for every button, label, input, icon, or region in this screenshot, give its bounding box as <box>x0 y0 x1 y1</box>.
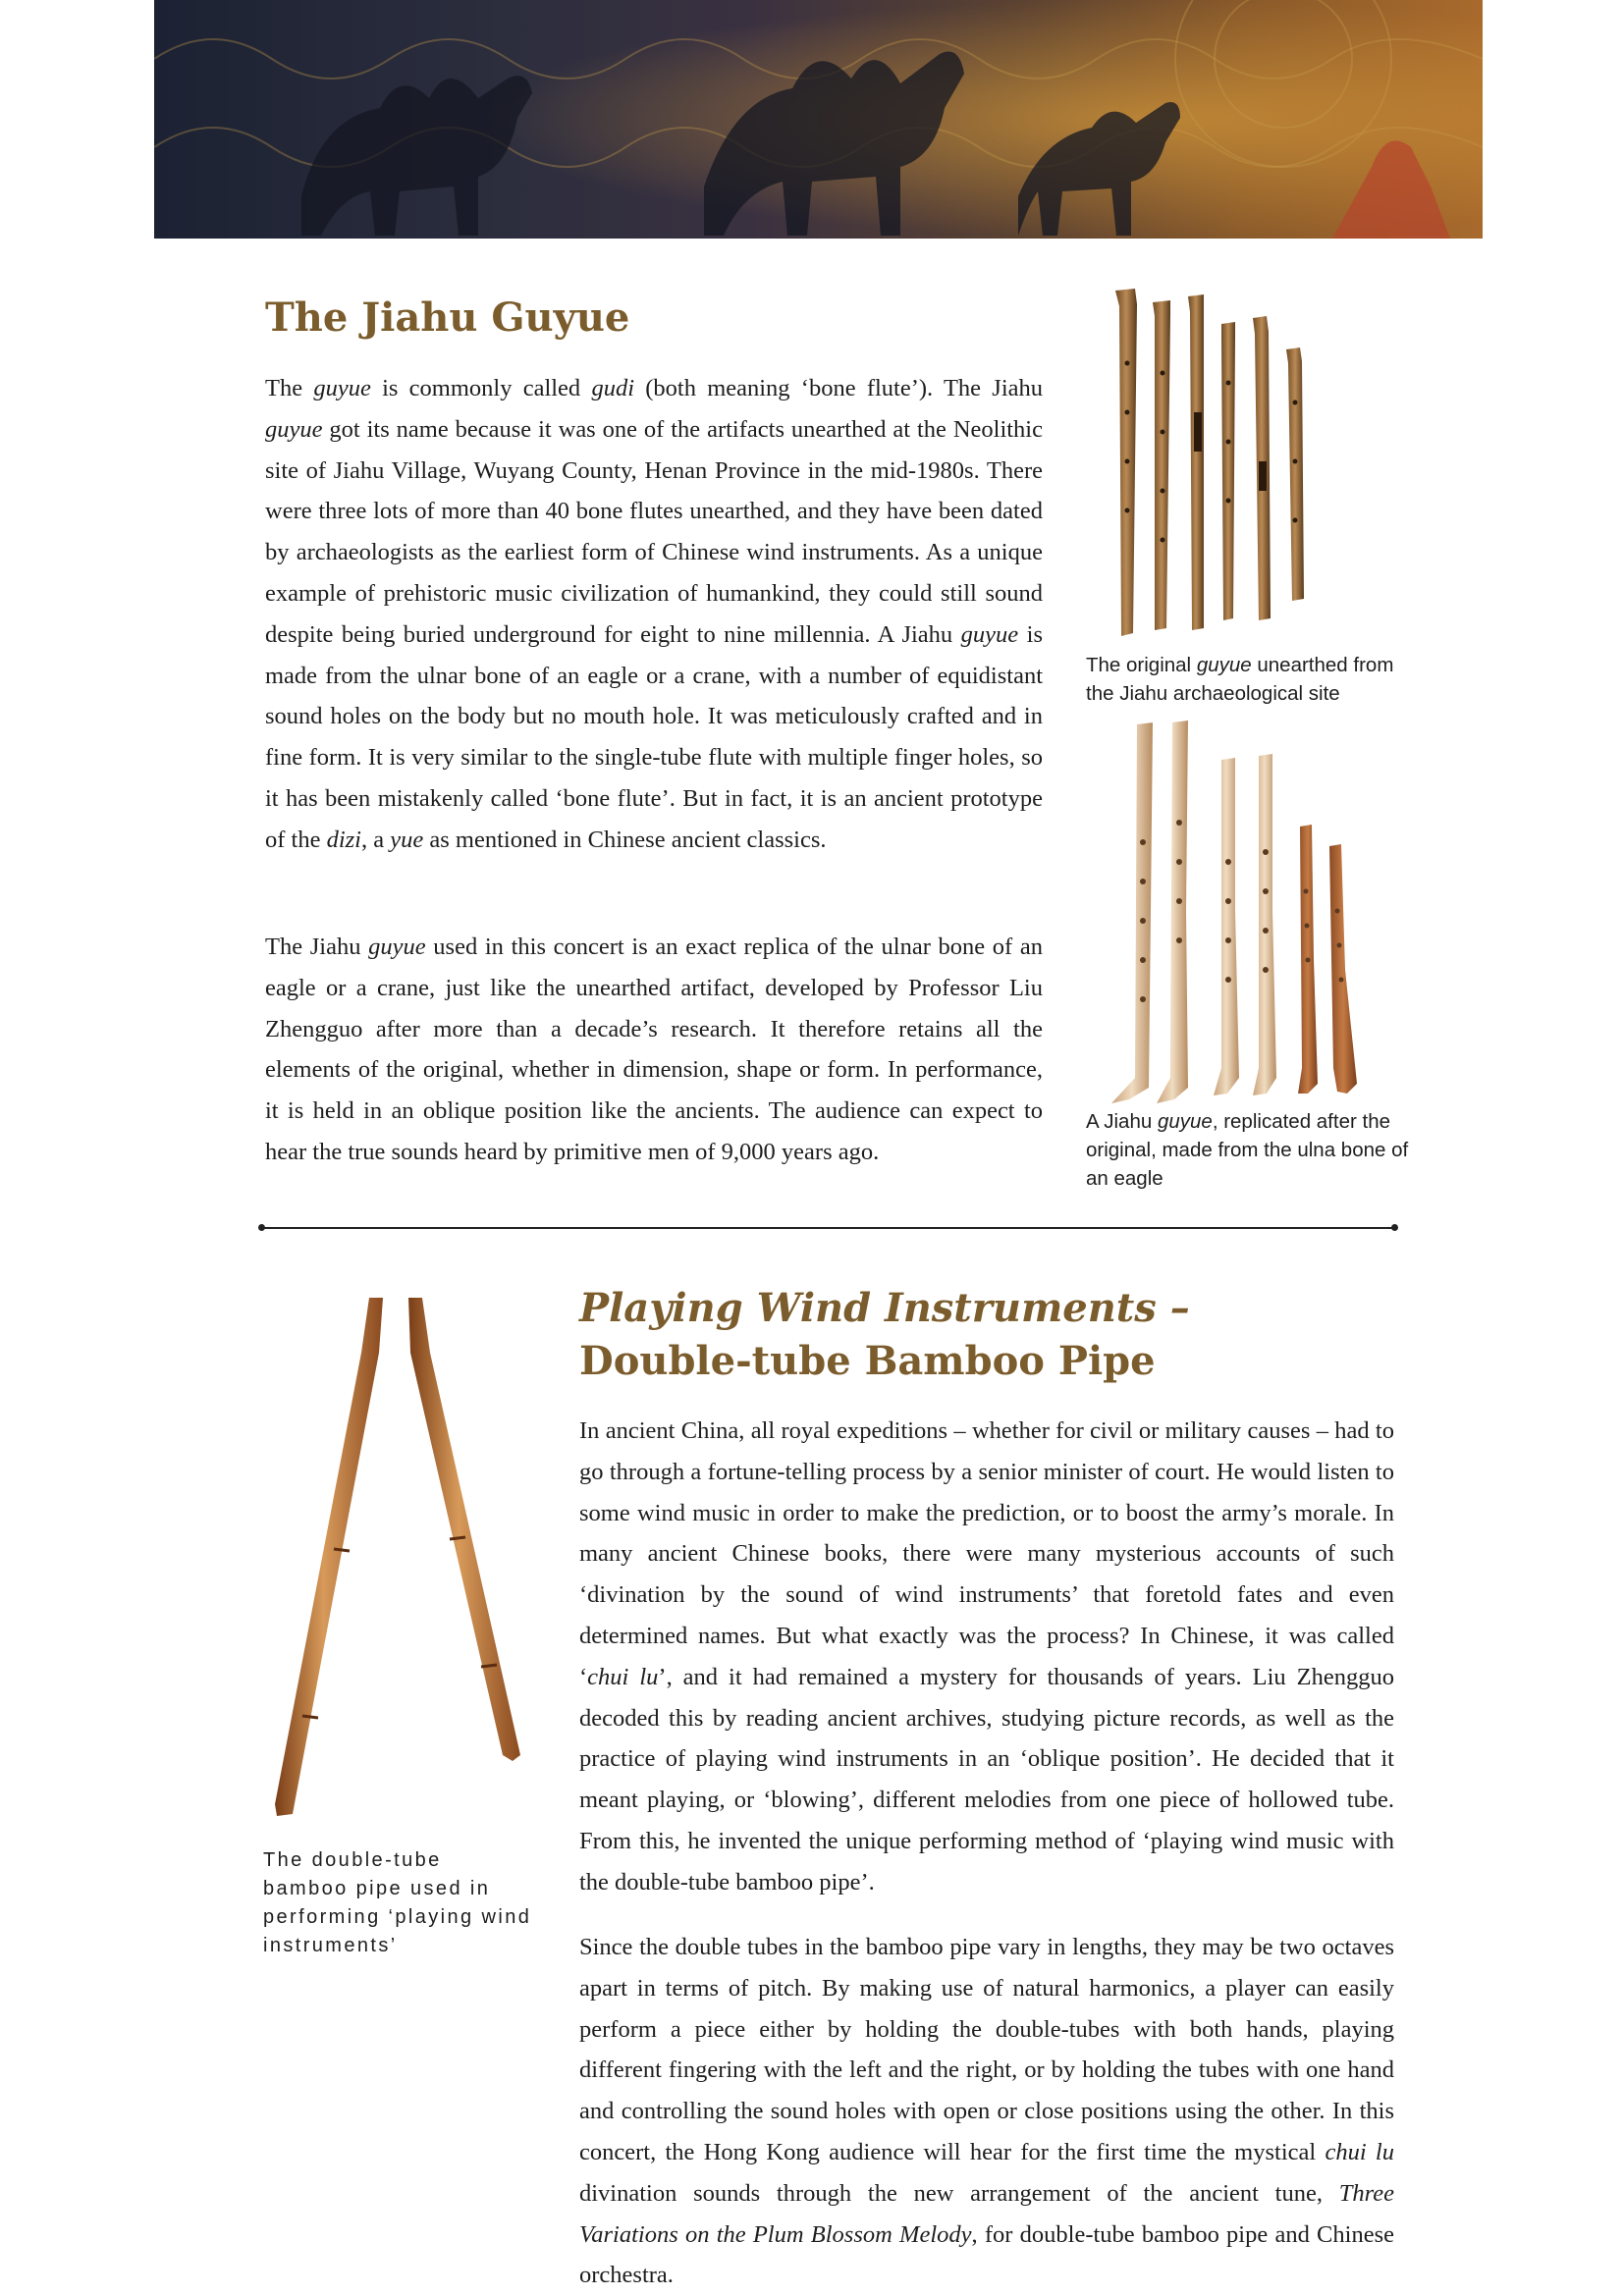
section-title-double-tube-pipe <box>579 1282 1190 1388</box>
text-run: ’, and it had remained a mystery for thousands of years. Liu Zhengguo decoded this by reading ancient archives, studying picture records, as well as the practice of playing wind instruments in an ‘oblique position’. He decided that it meant playing, or ‘blowing’, different melodies from one piece of hollowed tube. From this, he invented the unique performing method of ‘playing wind music with the double-tube bamboo pipe’. <box>579 1663 1394 1896</box>
caption-replica-guyue <box>1086 1107 1410 1193</box>
text-run: divination sounds through the new arrangement of the ancient tune, <box>579 2179 1339 2207</box>
replica-guyue-image <box>1106 715 1380 1112</box>
bone-flutes-illustration <box>1109 285 1355 648</box>
jiahu-paragraph-1 <box>265 368 1043 861</box>
text-run: In ancient China, all royal expeditions – whether for civil or military causes – had to go through a fortune-telling process by a senior minister of court. He would listen to some wind music in order to make the prediction, or to boost the army’s morale. In many ancient Chinese books, there were many mysterious accounts of such ‘divination by the sound of wind instruments’ that foretold fates and even determined names. But what exactly was the process? In Chinese, it was called ‘ <box>579 1417 1394 1690</box>
text-run: Since the double tubes in the bamboo pipe vary in lengths, they may be two octaves apart in terms of pitch. By making use of natural harmonics, a player can easily perform a piece either by holding the double-tubes with both hands, playing different fingering with the left and the right, or by holding the tubes with one hand and controlling the sound holes with open or close positions using the other. In this concert, the Hong Kong audience will hear for the first time the mystical <box>579 1934 1394 2165</box>
banner-mural-illustration <box>154 0 1483 239</box>
text-run: The original <box>1086 654 1197 676</box>
section-divider <box>261 1227 1395 1229</box>
original-bone-flutes-image <box>1109 285 1355 653</box>
text-run: The Jiahu <box>265 934 369 960</box>
text-run: is commonly called <box>370 375 592 401</box>
title-line-2: Double-tube Bamboo Pipe <box>579 1338 1156 1384</box>
italic-term: yue <box>390 826 424 853</box>
text-run: is made from the ulnar bone of an eagle or a crane, with a number of equidistant sound holes on the body but no mouth hole. It was meticulously crafted and in fine form. It is very similar to the single-tube flute with multiple finger holes, so it has been mistakenly called ‘bone flute’. But in fact, it is an ancient prototype of the <box>265 620 1043 853</box>
caption-original-guyue <box>1086 651 1410 708</box>
italic-term: Three Variations on the Plum Blossom Melody <box>579 2179 1394 2248</box>
italic-term: gudi <box>591 375 634 401</box>
replica-flutes-illustration <box>1106 715 1380 1107</box>
text-run: got its name because it was one of the artifacts unearthed at the Neolithic site of Jiahu Village, Wuyang County, Henan Province in the mid-1980s. There were three lots of more than 40 bone flutes unearthed, and they have been dated by archaeologists as the earliest form of Chinese wind instruments. As a unique example of prehistoric music civilization of humankind, they could still sound despite being buried underground for eight to nine millennia. A Jiahu <box>265 415 1043 648</box>
double-tube-bamboo-pipe-image <box>263 1294 528 1829</box>
header-banner-image <box>154 0 1483 239</box>
title-line-1: Playing Wind Instruments – <box>579 1285 1190 1331</box>
italic-term: chui lu <box>1325 2138 1394 2165</box>
text-run: as mentioned in Chinese ancient classics. <box>423 826 827 853</box>
jiahu-paragraph-2 <box>265 927 1043 1173</box>
italic-term: guyue <box>1196 654 1252 676</box>
text-run: , replicated after the original, made from the ulna bone of an eagle <box>1086 1110 1409 1190</box>
italic-term: guyue <box>1157 1110 1213 1133</box>
caption-double-tube-pipe <box>263 1846 533 1960</box>
text-run: , a <box>361 826 391 853</box>
text-run: The <box>265 375 314 401</box>
italic-term: guyue <box>960 620 1019 648</box>
italic-term: guyue <box>368 934 426 960</box>
italic-term: guyue <box>313 375 371 401</box>
italic-term: dizi <box>326 826 361 853</box>
text-run: unearthed from the Jiahu archaeological site <box>1086 654 1394 705</box>
italic-term: chui lu <box>587 1663 659 1690</box>
text-run: The double-tube bamboo pipe used in performing ‘playing wind instruments’ <box>263 1849 532 1956</box>
text-run: (both meaning ‘bone flute’). The Jiahu <box>634 375 1044 401</box>
bamboo-pipe-illustration <box>263 1294 528 1824</box>
text-run: used in this concert is an exact replica of the ulnar bone of an eagle or a crane, just like the unearthed artifact, developed by Professor Liu Zhengguo after more than a decade’s research. It therefore retains all the elements of the original, whether in dimension, shape or form. In performance, it is held in an oblique position like the ancients. The audience can expect to hear the true sounds heard by primitive men of 9,000 years ago. <box>265 934 1043 1165</box>
bamboo-paragraph-1 <box>579 1411 1394 1903</box>
section-title-jiahu-guyue: The Jiahu Guyue <box>265 294 630 341</box>
text-run: , for double-tube bamboo pipe and Chinese orchestra. <box>579 2220 1394 2289</box>
bamboo-paragraph-2 <box>579 1927 1394 2296</box>
text-run: A Jiahu <box>1086 1110 1158 1133</box>
italic-term: guyue <box>265 415 323 443</box>
